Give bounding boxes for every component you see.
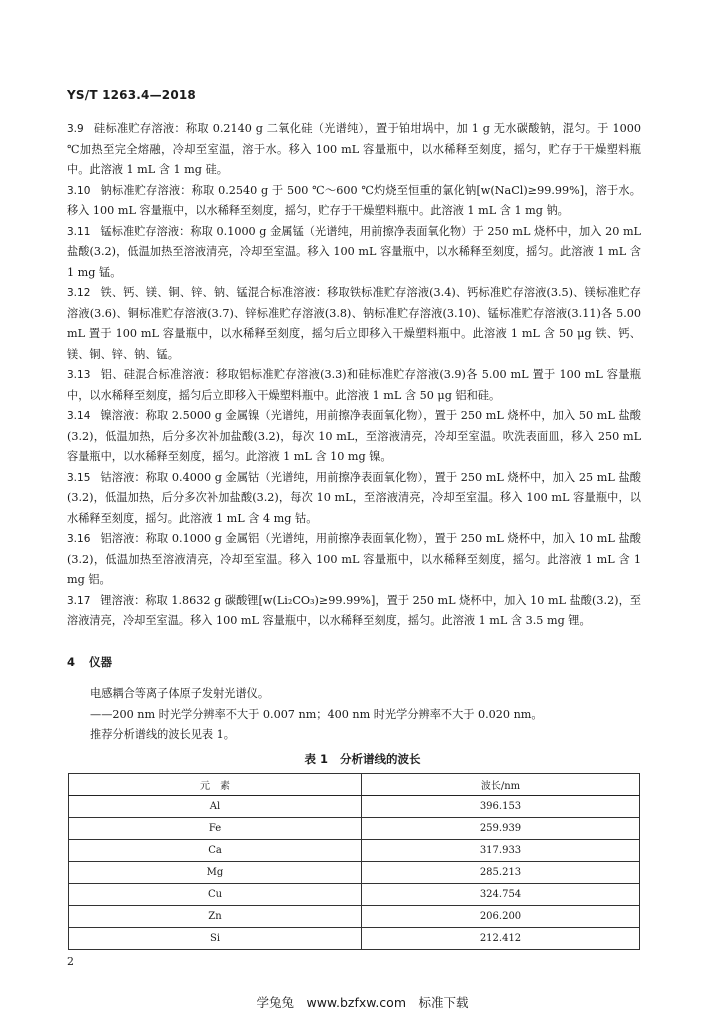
clause-text: 锂溶液：称取 1.8632 g 碳酸锂[w(Li₂CO₃)≥99.99%]，置于 250 mL 烧杯中，加入 10 mL 盐酸(3.2)，至溶液清亮，冷却至室温。移入 100 mL 容量瓶中，以水稀释至刻度，摇匀。此溶液 1 mL 含 3.5 mg 锂。 <box>67 593 641 627</box>
clause-text: 硅标准贮存溶液：称取 0.2140 g 二氧化硅（光谱纯），置于铂坩埚中，加 1 g 无水碳酸钠，混匀。于 1000 ℃加热至完全熔融，冷却至室温，溶于水。移入 100 mL 容量瓶中，以水稀释至刻度，摇匀，贮存于干燥塑料瓶中。此溶液 1 mL 含 1 mg 硅。 <box>67 122 641 176</box>
instrument-paragraphs <box>67 684 641 746</box>
clause-number: 3.10 <box>67 184 91 197</box>
instrument-line: ——200 nm 时光学分辨率不大于 0.007 nm；400 nm 时光学分辨率不大于 0.020 nm。 <box>90 707 543 721</box>
clause-number: 3.16 <box>67 533 91 545</box>
table-row <box>69 862 640 884</box>
wavelength-cell: 206.200 <box>362 906 640 928</box>
clause-3-10 <box>67 181 641 222</box>
table-header-row <box>69 774 640 796</box>
header-element: 元 素 <box>69 774 362 796</box>
section-4-heading <box>67 654 112 670</box>
clause-number: 3.9 <box>67 123 84 135</box>
clauses-block <box>67 119 641 632</box>
table-row <box>69 818 640 840</box>
clause-text: 钴溶液：称取 0.4000 g 金属钴（光谱纯，用前擦净表面氧化物），置于 250 mL 烧杯中，加入 25 mL 盐酸(3.2)，低温加热，后分多次补加盐酸(3.2)，每次 10 mL，至溶液清亮，冷却至室温。移入 100 mL 容量瓶中，以水稀释至刻度，摇匀。此溶液 1 mL 含 4 mg 钴。 <box>67 470 641 525</box>
clause-number: 3.12 <box>67 287 91 299</box>
clause-text: 钠标准贮存溶液：称取 0.2540 g 于 500 ℃～600 ℃灼烧至恒重的氯化钠[w(NaCl)≥99.99%]，溶于水。移入 100 mL 容量瓶中，以水稀释至刻度，摇匀，贮存于干燥塑料瓶中。此溶液 1 mL 含 1 mg 钠。 <box>67 183 641 217</box>
clause-text: 铁、钙、镁、铜、锌、钠、锰混合标准溶液：移取铁标准贮存溶液(3.4)、钙标准贮存溶液(3.5)、镁标准贮存溶液(3.6)、铜标准贮存溶液(3.7)、锌标准贮存溶液(3.8)、钠标准贮存溶液(3.10)、锰标准贮存溶液(3.11)各 5.00 mL 置于 100 mL 容量瓶中，以水稀释至刻度，摇匀后立即移入干燥塑料瓶中。此溶液 1 mL 含 50 μg 铁、钙、镁、铜、锌、钠、锰。 <box>67 286 641 361</box>
table-row <box>69 906 640 928</box>
header-wavelength: 波长/nm <box>362 774 640 796</box>
clause-text: 铝溶液：称取 0.1000 g 金属铝（光谱纯，用前擦净表面氧化物），置于 250 mL 烧杯中，加入 10 mL 盐酸(3.2)，低温加热至溶液清亮，冷却至室温。移入 100 mL 容量瓶中，以水稀释至刻度，摇匀。此溶液 1 mL 含 1 mg 铝。 <box>67 532 641 586</box>
wavelength-cell: 396.153 <box>362 796 640 818</box>
clause-number: 3.14 <box>67 410 91 422</box>
element-cell: Ca <box>69 840 362 862</box>
clause-text: 锰标准贮存溶液：称取 0.1000 g 金属锰（光谱纯，用前擦净表面氧化物）于 250 mL 烧杯中，加入 20 mL 盐酸(3.2)，低温加热至溶液清亮，冷却至室温。移入 100 mL 容量瓶中，以水稀释至刻度，摇匀。此溶液 1 mL 含 1 mg 锰。 <box>67 224 641 279</box>
page-number: 2 <box>67 955 74 968</box>
table-row <box>69 796 640 818</box>
clause-text: 铝、硅混合标准溶液：移取铝标准贮存溶液(3.3)和硅标准贮存溶液(3.9)各 5.00 mL 置于 100 mL 容量瓶中，以水稀释至刻度，摇匀后立即移入干燥塑料瓶中。此溶液 1 mL 含 50 μg 铝和硅。 <box>67 368 641 402</box>
clause-number: 3.15 <box>67 471 91 484</box>
wavelength-cell: 212.412 <box>362 928 640 950</box>
element-cell: Si <box>69 928 362 950</box>
table-row <box>69 840 640 862</box>
clause-number: 3.11 <box>67 225 91 238</box>
clause-3-11 <box>67 222 641 284</box>
element-cell: Mg <box>69 862 362 884</box>
wavelength-cell: 317.933 <box>362 840 640 862</box>
wavelength-table <box>68 773 640 950</box>
element-cell: Zn <box>69 906 362 928</box>
wavelength-cell: 259.939 <box>362 818 640 840</box>
clause-3-14 <box>67 406 641 468</box>
wavelength-cell: 324.754 <box>362 884 640 906</box>
clause-3-9 <box>67 119 641 181</box>
clause-3-16 <box>67 529 641 591</box>
element-cell: Al <box>69 796 362 818</box>
section-title: 仪器 <box>89 655 113 669</box>
instrument-line: 推荐分析谱线的波长见表 1。 <box>90 728 235 741</box>
clause-number: 3.13 <box>67 369 91 381</box>
clause-3-13 <box>67 365 641 406</box>
wavelength-cell: 285.213 <box>362 862 640 884</box>
element-cell: Cu <box>69 884 362 906</box>
site-footer: 学兔兔 www.bzfxw.com 标准下载 <box>256 995 469 1010</box>
clause-3-15 <box>67 468 641 530</box>
clause-3-12 <box>67 283 641 365</box>
clause-text: 镍溶液：称取 2.5000 g 金属镍（光谱纯，用前擦净表面氧化物），置于 250 mL 烧杯中，加入 50 mL 盐酸(3.2)，低温加热，后分多次补加盐酸(3.2)，每次 10 mL，至溶液清亮，冷却至室温。吹洗表面皿，移入 250 mL 容量瓶中，以水稀释至刻度，摇匀。此溶液 1 mL 含 10 mg 镍。 <box>67 409 641 463</box>
clause-3-17 <box>67 591 641 632</box>
table-number: 表 1 <box>304 752 328 766</box>
instrument-line: 电感耦合等离子体原子发射光谱仪。 <box>90 687 270 700</box>
section-number: 4 <box>67 655 76 669</box>
clause-number: 3.17 <box>67 594 91 607</box>
element-cell: Fe <box>69 818 362 840</box>
table-1-caption <box>0 751 725 767</box>
table-title: 分析谱线的波长 <box>340 752 421 766</box>
standard-code-header: YS/T 1263.4—2018 <box>67 88 196 102</box>
table-row <box>69 884 640 906</box>
table-row <box>69 928 640 950</box>
